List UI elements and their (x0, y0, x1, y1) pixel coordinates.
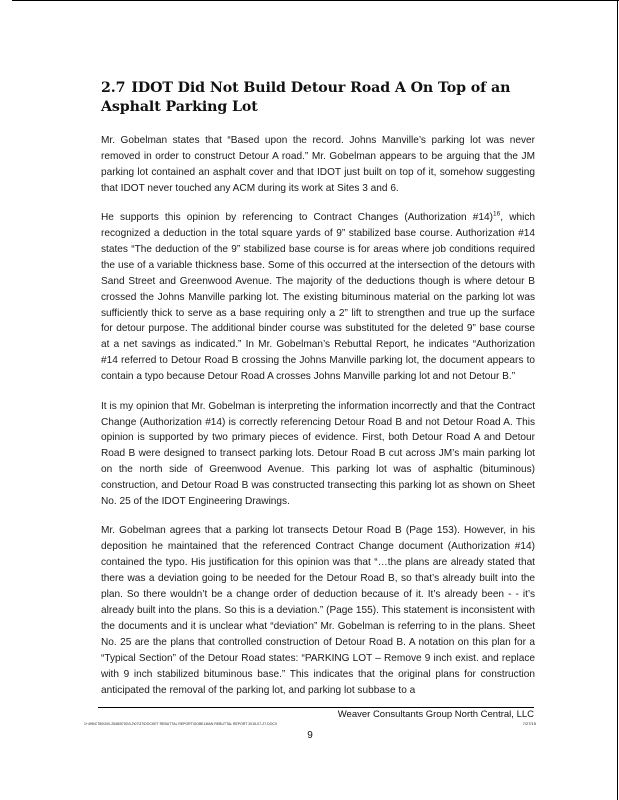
section-number: 2.7 (101, 80, 126, 96)
paragraph-3: It is my opinion that Mr. Gobelman is interpreting the information incorrectly and that the Contract Change (Authorization #14) is correctly referencing Detour Road B and not Detour Road A. This opinion is supported by two primary pieces of evidence. First, both Detour Road A and Detour Road B were designed to transect parking lots. Detour Road B cut across JM’s main parking lot on the north side of Greenwood Avenue. This parking lot was of asphaltic (bituminous) construction, and Detour Road B was constructed transecting this parking lot as shown on Sheet No. 25 of the IDOT Engineering Drawings. (101, 400, 535, 508)
footer-company-name: Weaver Consultants Group North Central, LLC (337, 709, 534, 720)
page-frame-right-border (617, 0, 618, 800)
paragraph-1: Mr. Gobelman states that “Based upon the record. Johns Manville’s parking lot was never removed in order to construct Detour A road.” Mr. Gobelman appears to be arguing that the JM parking lot contained an asphalt cover and that IDOT just built on top of it, somehow suggesting that IDOT never touched any ACM during its work at Sites 3 and 6. (101, 135, 535, 194)
page-number: 9 (307, 730, 313, 741)
footer-date: 7/27/15 (522, 721, 536, 726)
paragraph-4: Mr. Gobelman agrees that a parking lot transects Detour Road B (Page 153). However, in his deposition he maintained that the referenced Contract Change document (Authorization #14) contained the typo. His justification for this opinion was that “…the plans are already stated that there was a deviation going to be needed for the Detour Road B, so that’s already built into the plan. So there wouldn’t be a change order of deduction because of it. It’s already been - - it’s already built into the plans. So this is a deviation.” (Page 155). This statement is inconsistent with the documents and it is unclear what “deviation” Mr. Gobelman is referring to in the plans. Sheet No. 25 are the plans that controlled construction of Detour Road B. A notation on this plan for a “Typical Section” of the Detour Road states: “PARKING LOT – Remove 9 inch exist. and replace with 9 inch stabilized bituminous base.” This indicates that the original plans for construction anticipated the removal of the parking lot, and parking lot subbase to a (101, 525, 535, 696)
section-heading (101, 79, 535, 117)
paragraph-2-text-b: , which recognized a deduction in the total square yards of 9” stabilized base course. Authorization #14 states “The deduction of the 9” stabilized base course is for areas where job conditions required the use of a variable thickness base. Some of this occurred at the intersection of the detours with Sand Street and Greenwood Avenue. The majority of the deductions though is where detour B crossed the Johns Manville parking lot. The existing bituminous material on the parking lot was sufficiently thick to serve as a base requiring only a 2” lift to strengthen and true up the surface for detour purpose. The additional binder course was substituted for the deleted 9” base course at a net savings as indicated.” In Mr. Gobelman’s Rebuttal Report, he indicates “Authorization #14 referred to Detour Road B crossing the Johns Manville parking lot, the document appears to contain a typo because Detour Road A crosses Johns Manville parking lot and not Detour B.” (101, 212, 535, 383)
paragraph-2-text-a: He supports this opinion by referencing to Contract Changes (Authorization #14) (101, 212, 493, 224)
paragraph-2 (101, 210, 535, 385)
footer-divider (98, 707, 534, 708)
footnote-reference: 16 (493, 210, 501, 218)
section-title: IDOT Did Not Build Detour Road A On Top of an Asphalt Parking Lot (101, 80, 511, 115)
footer-file-path: 1+496\CT80\200-2548\5700\3.2\07\37\DOCKET REBUTTAL REPORT\GOBELMAN REBUTTAL REPORT 2015-07-27.DOCX (84, 722, 278, 726)
document-page (101, 79, 535, 712)
page-frame-top-border (12, 0, 619, 1)
